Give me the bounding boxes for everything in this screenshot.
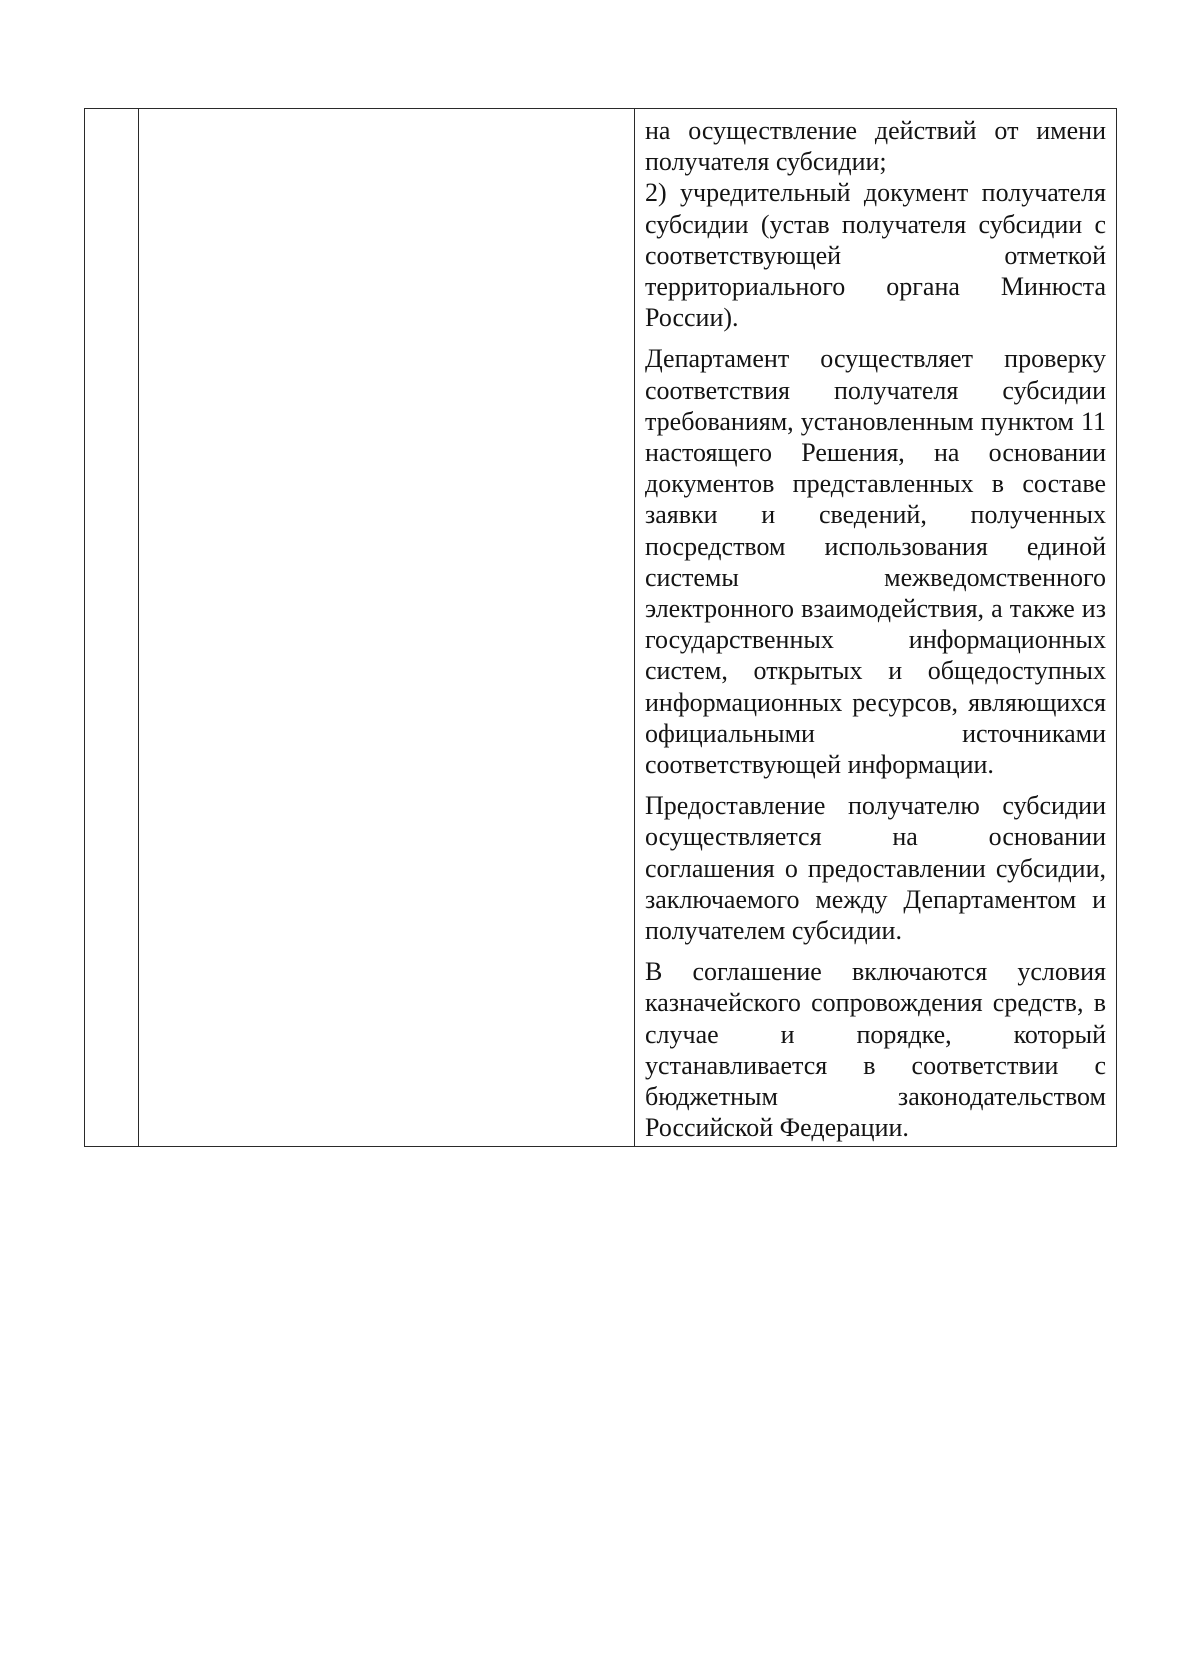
document-table bbox=[84, 108, 1117, 1147]
cell-number bbox=[85, 109, 139, 1147]
cell-content bbox=[635, 109, 1117, 1147]
cell-name bbox=[139, 109, 635, 1147]
paragraph-agreement-basis: Предоставление получателю субсидии осуществляется на основании соглашения о предоставлении субсидии, заключаемого между Департаментом и получателем субсидии. bbox=[645, 791, 1106, 946]
paragraph-line: 2) учредительный документ получателя субсидии (устав получателя субсидии с соответствующей отметкой территориального органа Минюста России). bbox=[645, 178, 1106, 333]
table-row bbox=[85, 109, 1117, 1147]
paragraph-treasury-support: В соглашение включаются условия казначейского сопровождения средств, в случае и порядке, который устанавливается в соответствии с бюджетным законодательством Российской Федерации. bbox=[645, 957, 1106, 1143]
paragraph-verification: Департамент осуществляет проверку соответствия получателя субсидии требованиям, установленным пунктом 11 настоящего Решения, на основании документов представленных в составе заявки и сведений, полученных посредством использования единой системы межведомственного электронного взаимодействия, а также из государственных информационных систем, открытых и общедоступных информационных ресурсов, являющихся официальными источниками соответствующей информации. bbox=[645, 344, 1106, 780]
paragraph-line: на осуществление действий от имени получателя субсидии; bbox=[645, 116, 1106, 177]
cell-content-text bbox=[635, 109, 1116, 1146]
paragraph-documents-list bbox=[645, 115, 1106, 333]
